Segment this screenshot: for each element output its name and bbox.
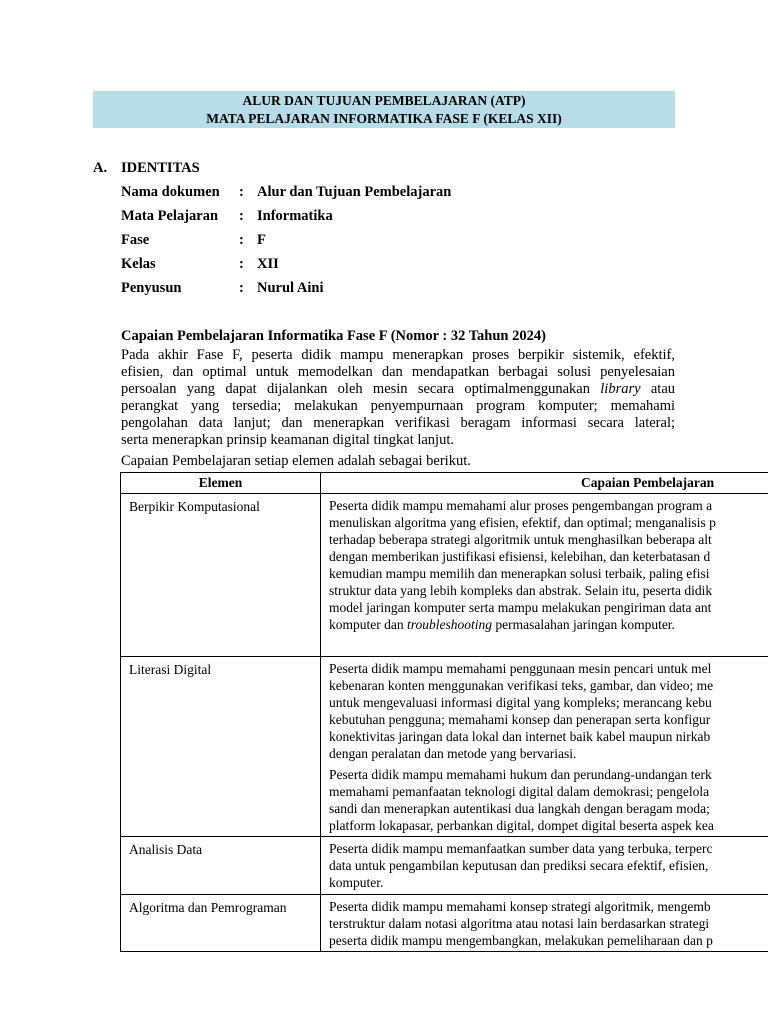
section-letter: A. [93,160,108,176]
header-elemen: Elemen [121,473,321,494]
capaian-line: komputer. [329,875,384,890]
identity-key: Nama dokumen [121,184,220,200]
document-title-line1: ALUR DAN TUJUAN PEMBELAJARAN (ATP) [242,93,526,108]
identity-colon: : [239,280,244,296]
identity-row-fase [121,232,266,249]
identity-value: Alur dan Tujuan Pembelajaran [257,184,452,200]
capaian-line: menuliskan algoritma yang efisien, efektif, dan optimal; menganalisis p [329,515,716,530]
identity-colon: : [239,256,244,272]
capaian-line: terhadap beberapa strategi algoritmik untuk menghasilkan beberapa alt [329,532,712,547]
cp-line: pengolahan data lanjut; dan menerapkan verifikasi beragam informasi secara lateral; [121,415,675,431]
document-title-banner [93,91,675,128]
capaian-line: Peserta didik mampu memanfaatkan sumber data yang terbuka, terperc [329,841,713,856]
capaian-cell [321,494,768,657]
capaian-line: Peserta didik mampu memahami alur proses pengembangan program a [329,498,713,513]
capaian-line: terstruktur dalam notasi algoritma atau notasi lain berdasarkan strategi [329,916,710,931]
capaian-line: konektivitas jaringan data lokal dan internet baik kabel maupun nirkab [329,729,711,744]
capaian-line: sandi dan menerapkan autentikasi dua langkah dengan beragam moda; [329,801,710,816]
capaian-line: platform lokapasar, perbankan digital, dompet digital beserta aspek kea [329,818,714,833]
capaian-italic: troubleshooting [406,617,492,632]
capaian-cell [321,657,768,837]
capaian-line: Peserta didik mampu memahami penggunaan mesin pencari untuk mel [329,661,712,676]
document-title-line2: MATA PELAJARAN INFORMATIKA FASE F (KELAS XII) [206,111,562,126]
capaian-line: dengan peralatan dan metode yang bervariasi. [329,746,577,761]
identity-colon: : [239,184,244,200]
capaian-line: kemudian mampu memilih dan menerapkan solusi terbaik, paling efisi [329,566,710,581]
cp-subtitle: Capaian Pembelajaran setiap elemen adalah sebagai berikut. [121,453,471,469]
capaian-line: kebutuhan pengguna; memahami konsep dan penerapan serta konfigur [329,712,711,727]
capaian-table [120,472,768,952]
elemen-cell: Berpikir Komputasional [121,494,321,657]
identity-row-kelas [121,256,279,273]
table-header-row [121,473,768,494]
identity-key: Kelas [121,256,156,272]
capaian-text: permasalahan jaringan komputer. [492,617,675,632]
table-row [121,657,768,837]
section-heading [93,160,200,177]
cp-line-text: atau [650,381,676,397]
identity-value: Nurul Aini [257,280,324,296]
header-capaian: Capaian Pembelajaran [321,473,768,494]
identity-value: F [257,232,266,248]
identity-row-penyusun [121,280,323,297]
cp-line: efisien, dan optimal untuk memodelkan dan mendapatkan berbagai solusi penyelesaian [121,364,675,380]
identity-row-nama-dokumen [121,184,451,201]
capaian-line: model jaringan komputer serta mampu melakukan pengiriman data ant [329,600,712,615]
capaian-line: struktur data yang lebih kompleks dan abstrak. Selain itu, peserta didik [329,583,713,598]
elemen-cell: Algoritma dan Pemrograman [121,895,321,952]
cp-title: Capaian Pembelajaran Informatika Fase F (Nomor : 32 Tahun 2024) [121,328,546,344]
elemen-cell: Literasi Digital [121,657,321,837]
capaian-line [329,616,768,633]
cp-line-italic: library [600,381,641,397]
identity-key: Mata Pelajaran [121,208,219,224]
capaian-line: data untuk pengambilan keputusan dan prediksi secara efektif, efisien, [329,858,709,873]
identity-key: Penyusun [121,280,182,296]
capaian-line: kebenaran konten menggunakan verifikasi teks, gambar, dan video; me [329,678,714,693]
capaian-cell [321,837,768,895]
capaian-line: Peserta didik mampu memahami hukum dan perundang-undangan terk [329,767,712,782]
cp-paragraph [121,347,675,449]
table-row [121,895,768,952]
cp-line: serta menerapkan prinsip keamanan digital tingkat lanjut. [121,432,454,448]
capaian-text: komputer dan [329,617,407,632]
identity-colon: : [239,208,244,224]
cp-line: Pada akhir Fase F, peserta didik mampu menerapkan proses berpikir sistemik, efektif, [121,347,675,363]
identity-key: Fase [121,232,150,248]
cp-line-text: persoalan yang dapat dijalankan oleh mesin secara optimalmenggunakan [121,381,590,397]
cp-line: perangkat yang tersedia; melakukan penyempurnaan program komputer; memahami [121,398,675,414]
identity-colon: : [239,232,244,248]
identity-row-mata-pelajaran [121,208,333,225]
capaian-line: memahami pemanfaatan teknologi digital dalam demokrasi; pengelola [329,784,710,799]
elemen-cell: Analisis Data [121,837,321,895]
capaian-line: untuk mengevaluasi informasi digital yang kompleks; merancang kebu [329,695,712,710]
table-row [121,494,768,657]
capaian-line: Peserta didik mampu memahami konsep strategi algoritmik, mengemb [329,899,711,914]
capaian-line: peserta didik mampu mengembangkan, melakukan pemeliharaan dan p [329,933,713,948]
capaian-cell [321,895,768,952]
identity-value: Informatika [257,208,333,224]
identity-value: XII [257,256,279,272]
cp-line-3 [121,381,675,398]
capaian-line: dengan memberikan justifikasi efisiensi, kelebihan, dan keterbatasan d [329,549,711,564]
table-row [121,837,768,895]
section-label: IDENTITAS [121,160,200,176]
